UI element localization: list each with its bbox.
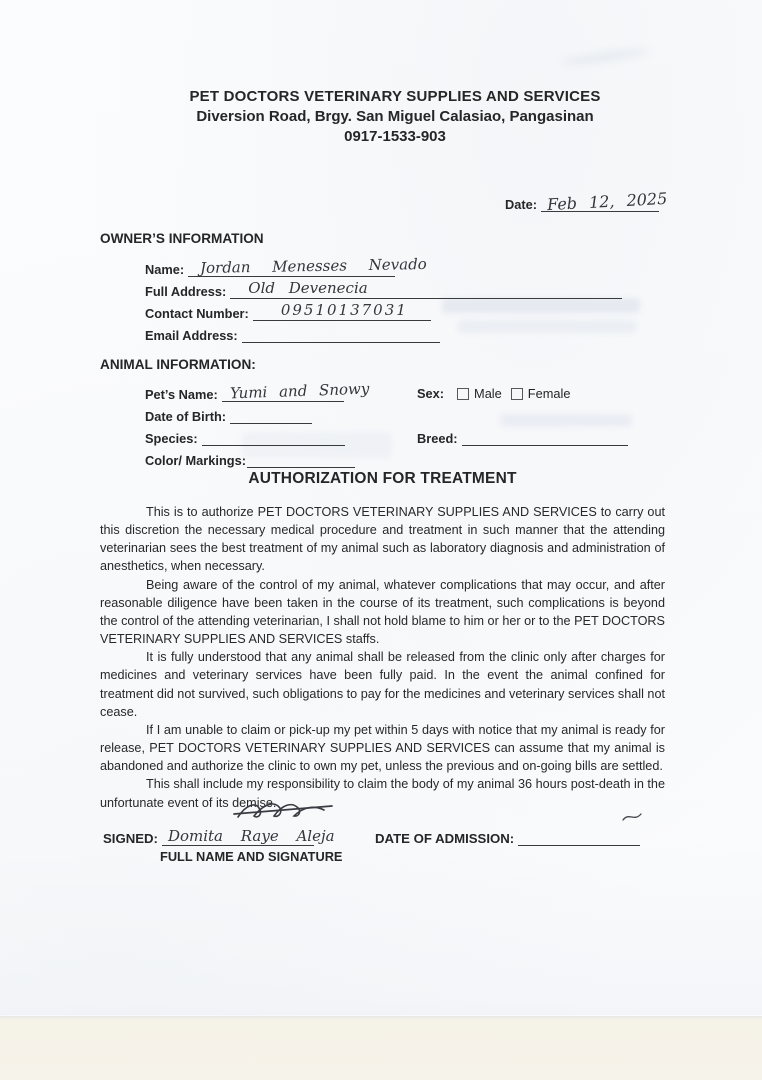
clinic-address: Diversion Road, Brgy. San Miguel Calasiao, Pangasinan <box>196 108 594 125</box>
color-markings-label: Color/ Markings: <box>145 453 246 468</box>
ink-bleed-through <box>458 320 636 333</box>
authorization-paragraph: This is to authorize PET DOCTORS VETERINARY SUPPLIES AND SERVICES to carry out this discretion the necessary medical procedure and treatment in such manner that the attending veterinarian sees the best treatment of my animal such as laboratory diagnosis and administration of anesthetics, when necessary. <box>100 505 665 574</box>
owner-contact-field <box>145 301 431 321</box>
breed-field <box>417 430 628 446</box>
male-option-label: Male <box>474 386 502 401</box>
date-field <box>505 188 668 215</box>
pet-name-field <box>145 379 370 403</box>
signed-handwriting: Domita Raye Aleja <box>167 827 335 845</box>
date-of-birth-underline <box>230 408 312 424</box>
admission-label: DATE OF ADMISSION: <box>375 831 515 846</box>
owner-contact-label: Contact Number: <box>145 306 249 321</box>
admission-field <box>375 830 640 846</box>
owner-name-handwriting: Jordan Menesses Nevado <box>199 255 428 277</box>
full-name-caption: FULL NAME AND SIGNATURE <box>160 849 343 864</box>
owner-name-field <box>145 255 428 277</box>
owner-address-field <box>145 279 622 299</box>
male-checkbox <box>457 388 469 400</box>
pet-name-label: Pet’s Name: <box>145 387 218 402</box>
female-checkbox <box>511 388 523 400</box>
breed-underline <box>462 430 628 446</box>
admission-underline <box>518 830 640 846</box>
scanner-backing-edge <box>0 1016 762 1080</box>
document-title: AUTHORIZATION FOR TREATMENT <box>248 470 517 487</box>
ink-bleed-through <box>442 298 640 313</box>
date-of-birth-label: Date of Birth: <box>145 409 227 424</box>
authorization-body <box>100 503 665 812</box>
date-handwriting: Feb 12, 2025 <box>546 188 668 215</box>
signature-scribble-icon <box>228 797 338 825</box>
sex-label: Sex: <box>417 386 445 401</box>
owner-email-underline <box>242 327 440 343</box>
authorization-paragraph: This shall include my responsibility to claim the body of my animal 36 hours post-death in the unfortunate event of its demise. <box>100 777 665 810</box>
pet-name-underline <box>222 379 370 403</box>
species-field <box>145 430 345 446</box>
female-option-label: Female <box>527 386 571 401</box>
animal-section-title: ANIMAL INFORMATION: <box>100 357 256 372</box>
owner-address-label: Full Address: <box>145 284 227 299</box>
date-label: Date: <box>505 197 537 212</box>
authorization-paragraph: Being aware of the control of my animal, whatever complications that may occur, and after reasonable diligence have been taken in the course of its treatment, such complications is beyond the control of the attending veterinarian, I shall not hold blame to him or her or to the PET DOCTORS VETERINARY SUPPLIES AND SERVICES staffs. <box>100 577 665 647</box>
signed-underline <box>162 827 335 846</box>
pet-name-handwriting: Yumi and Snowy <box>229 379 370 403</box>
species-label: Species: <box>145 431 198 446</box>
ink-bleed-through <box>500 414 632 427</box>
owner-email-field <box>145 327 440 343</box>
owner-contact-handwriting: 09510137031 <box>280 301 408 319</box>
signed-label: SIGNED: <box>103 831 158 846</box>
clinic-phone: 0917-1533-903 <box>344 128 446 145</box>
sex-field <box>417 386 570 401</box>
owner-email-label: Email Address: <box>145 328 238 343</box>
owner-address-underline <box>230 279 622 299</box>
color-markings-field <box>145 452 355 468</box>
color-markings-underline <box>247 452 355 468</box>
owner-name-label: Name: <box>145 262 185 277</box>
clinic-name: PET DOCTORS VETERINARY SUPPLIES AND SERVICES <box>189 88 601 105</box>
owner-address-handwriting: Old Devenecia <box>248 279 368 297</box>
owner-section-title: OWNER’S INFORMATION <box>100 231 264 246</box>
authorization-paragraph: If I am unable to claim or pick-up my pet within 5 days with notice that my animal is ready for release, PET DOCTORS VETERINARY SUPPLIES AND SERVICES can assume that my animal is abandoned and authorize the clinic to own my pet, unless the previous and on-going bills are settled. <box>100 722 665 774</box>
scan-crease <box>560 46 651 68</box>
owner-name-underline <box>188 255 428 277</box>
signed-field <box>103 827 335 846</box>
owner-contact-underline <box>253 301 431 321</box>
date-underline <box>541 188 668 215</box>
date-of-birth-field <box>145 408 312 424</box>
authorization-paragraph: It is fully understood that any animal shall be released from the clinic only after charges for medicines and veterinary services have been fully paid. In the event the animal confined for treatment did not survived, such obligations to pay for the medicines and veterinary services shall not cease. <box>100 650 665 719</box>
species-underline <box>202 430 345 446</box>
stray-pen-mark-icon <box>620 810 644 824</box>
breed-label: Breed: <box>417 431 458 446</box>
